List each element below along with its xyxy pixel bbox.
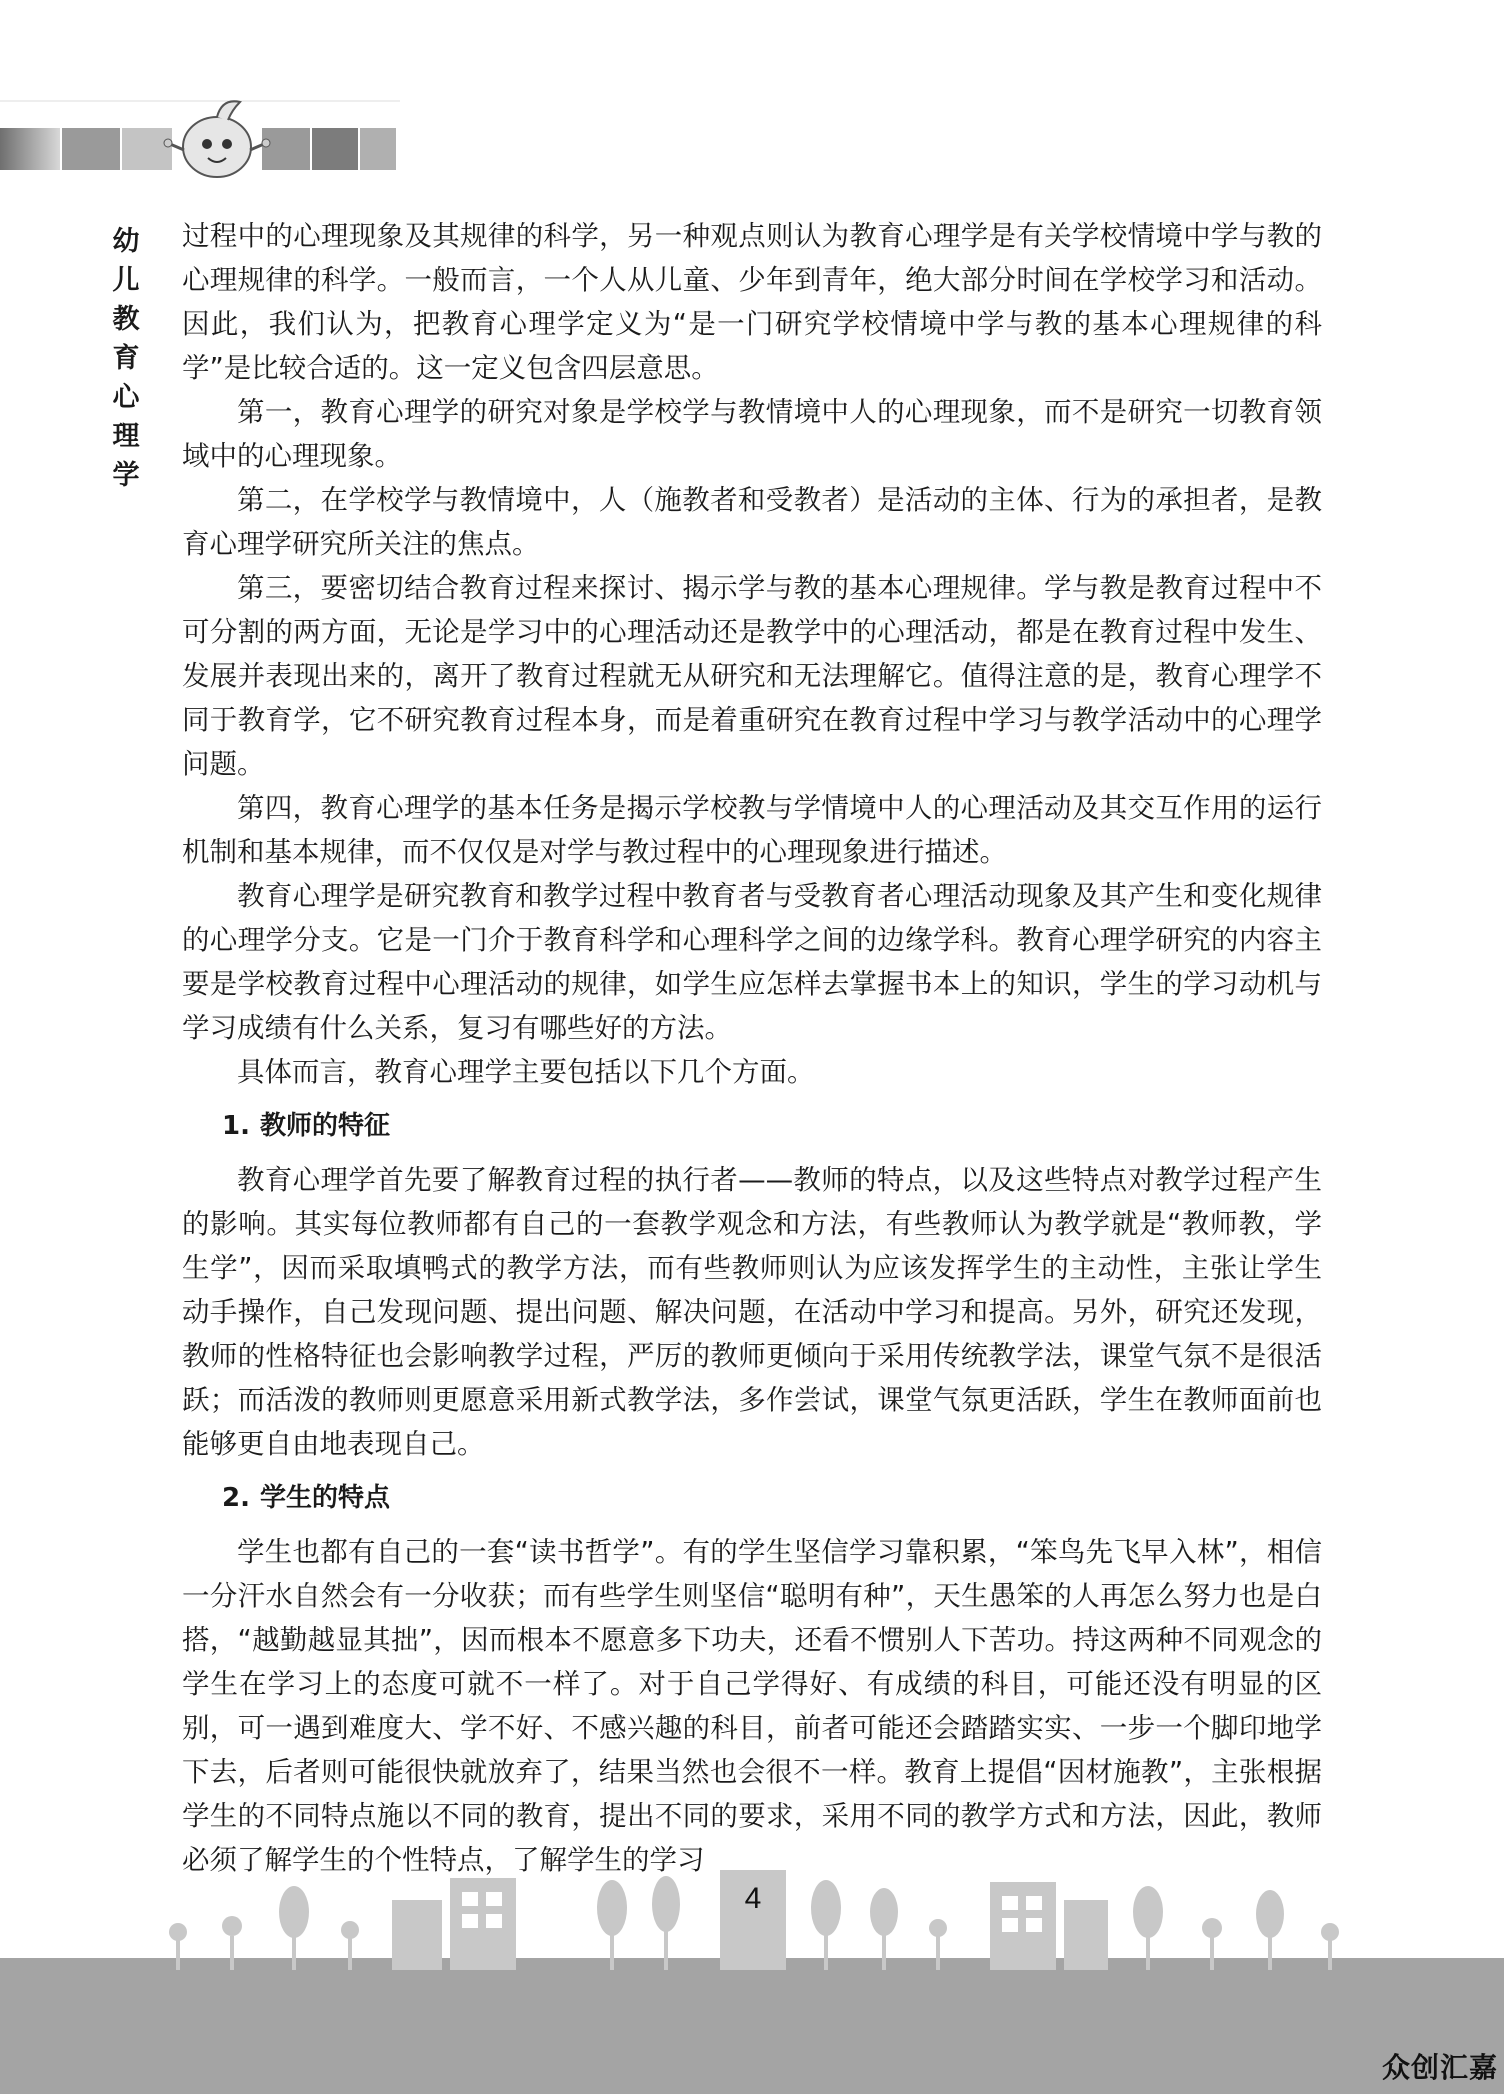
side-title-char: 心: [112, 382, 140, 413]
side-title-char: 教: [112, 304, 140, 335]
page-content: [182, 214, 1322, 1882]
paragraph: 第三，要密切结合教育过程来探讨、揭示学与教的基本心理规律。学与教是教育过程中不可分割的两方面，无论是学习中的心理活动还是教学中的心理活动，都是在教育过程中发生、发展并表现出来的，离开了教育过程就无从研究和无法理解它。值得注意的是，教育心理学不同于教育学，它不研究教育过程本身，而是着重研究在教育过程中学习与教学活动中的心理学问题。: [182, 572, 1322, 780]
side-title-char: 儿: [112, 265, 140, 296]
paragraph: 过程中的心理现象及其规律的科学，另一种观点则认为教育心理学是有关学校情境中学与教的心理规律的科学。一般而言，一个人从儿童、少年到青年，绝大部分时间在学校学习和活动。因此，我们认为，把教育心理学定义为“是一门研究学校情境中学与教的基本心理规律的科学”是比较合适的。这一定义包含四层意思。: [182, 220, 1322, 384]
section-title: 学生的特点: [259, 1483, 390, 1513]
mascot-icon: [162, 92, 272, 182]
paragraph: 第四，教育心理学的基本任务是揭示学校教与学情境中人的心理活动及其交互作用的运行机制和基本规律，而不仅仅是对学与教过程中的心理现象进行描述。: [182, 792, 1322, 868]
paragraph: 第一，教育心理学的研究对象是学校学与教情境中人的心理现象，而不是研究一切教育领域中的心理现象。: [182, 396, 1322, 472]
page-number: 4: [744, 1882, 762, 1915]
paragraph: 第二，在学校学与教情境中，人（施教者和受教者）是活动的主体、行为的承担者，是教育心理学研究所关注的焦点。: [182, 484, 1322, 560]
section-title: 教师的特征: [259, 1111, 390, 1141]
side-title-char: 幼: [112, 226, 140, 257]
paragraph: 具体而言，教育心理学主要包括以下几个方面。: [237, 1056, 815, 1088]
paragraph: 教育心理学是研究教育和教学过程中教育者与受教育者心理活动现象及其产生和变化规律的心理学分支。它是一门介于教育科学和心理科学之间的边缘学科。教育心理学研究的内容主要是学校教育过程中心理活动的规律，如学生应怎样去掌握书本上的知识，学生的学习动机与学习成绩有什么关系，复习有哪些好的方法。: [182, 880, 1322, 1044]
paragraph: 教育心理学首先要了解教育过程的执行者——教师的特点，以及这些特点对教学过程产生的影响。其实每位教师都有自己的一套教学观念和方法，有些教师认为教学就是“教师教，学生学”，因而采取填鸭式的教学方法，而有些教师则认为应该发挥学生的主动性，主张让学生动手操作，自己发现问题、提出问题、解决问题，在活动中学习和提高。另外，研究还发现，教师的性格特征也会影响教学过程，严厉的教师更倾向于采用传统教学法，课堂气氛不是很活跃；而活泼的教师则更愿意采用新式教学法，多作尝试，课堂气氛更活跃，学生在教师面前也能够更自由地表现自己。: [182, 1164, 1322, 1460]
watermark: 众创汇嘉: [1381, 2051, 1498, 2084]
side-title-char: 理: [112, 421, 140, 452]
section-heading: [182, 1476, 1322, 1520]
section-heading: [182, 1104, 1322, 1148]
side-title: [108, 222, 144, 495]
paragraph: 学生也都有自己的一套“读书哲学”。有的学生坚信学习靠积累，“笨鸟先飞早入林”，相信一分汗水自然会有一分收获；而有些学生则坚信“聪明有种”，天生愚笨的人再怎么努力也是白搭，“越勤越显其拙”，因而根本不愿意多下功夫，还看不惯别人下苦功。持这两种不同观念的学生在学习上的态度可就不一样了。对于自己学得好、有成绩的科目，可能还没有明显的区别，可一遇到难度大、学不好、不感兴趣的科目，前者可能还会踏踏实实、一步一个脚印地学下去，后者则可能很快就放弃了，结果当然也会很不一样。教育上提倡“因材施教”，主张根据学生的不同特点施以不同的教育，提出不同的要求，采用不同的教学方式和方法，因此，教师必须了解学生的个性特点，了解学生的学习: [182, 1536, 1322, 1876]
section-number: 2.: [222, 1483, 250, 1513]
section-number: 1.: [222, 1111, 250, 1141]
side-title-char: 学: [112, 460, 140, 491]
side-title-char: 育: [112, 343, 140, 374]
footer-band: [0, 1958, 1504, 2094]
